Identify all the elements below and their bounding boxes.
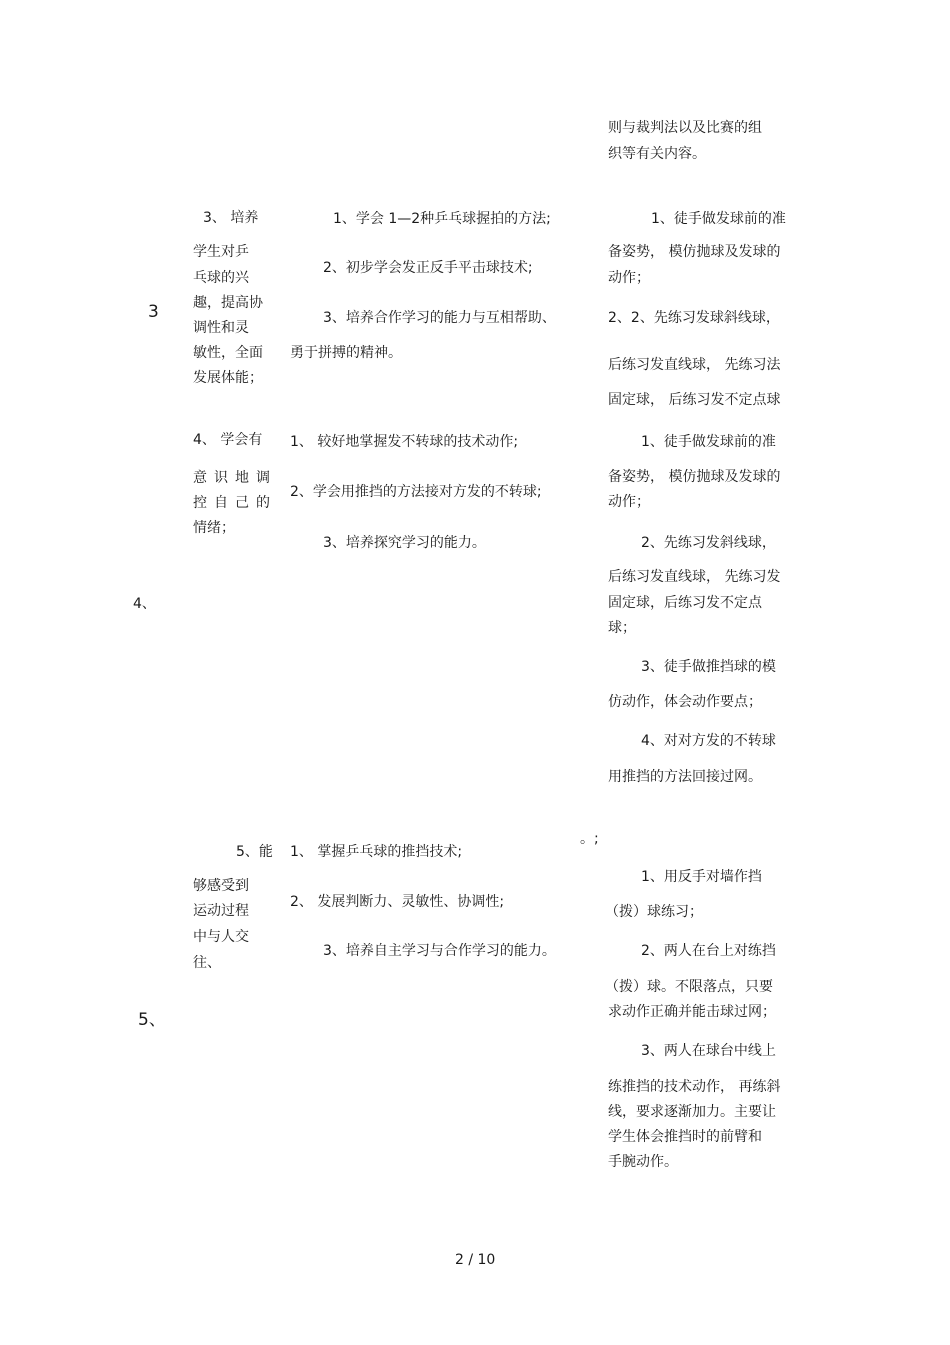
- row5-goal-line: 5、能: [236, 844, 273, 860]
- row4-activity: 固定球，后练习发不定点: [608, 595, 762, 611]
- row5-activity: 手腕动作。: [608, 1154, 678, 1170]
- row3-objective: 3、培养合作学习的能力与互相帮助、: [323, 310, 556, 326]
- row4-goal-line: 4、 学会有: [193, 432, 263, 448]
- row3-activity: 1、徒手做发球前的准: [651, 211, 786, 227]
- row5-activity: 练推挡的技术动作， 再练斜: [608, 1079, 781, 1095]
- row3-goal-line: 调性和灵: [193, 320, 249, 336]
- stray-punctuation: 。;: [580, 831, 599, 847]
- row3-goal-line: 趣，提高协: [193, 295, 263, 311]
- row4-activity: 3、徒手做推挡球的模: [641, 659, 776, 675]
- row3-goal-line: 3、 培养: [203, 210, 259, 226]
- row5-activity: 1、用反手对墙作挡: [641, 869, 762, 885]
- row3-activity: 2、2、先练习发球斜线球，: [608, 310, 780, 326]
- row4-activity: 4、对对方发的不转球: [641, 733, 776, 749]
- page-number: 2 / 10: [455, 1252, 496, 1268]
- row5-objective: 3、培养自主学习与合作学习的能力。: [323, 943, 556, 959]
- row5-activity: 线，要求逐渐加力。主要让: [608, 1104, 776, 1120]
- row4-activity: 用推挡的方法回接过网。: [608, 769, 762, 785]
- row3-goal-line: 乓球的兴: [193, 270, 249, 286]
- row4-objective: 2、学会用推挡的方法接对方发的不转球;: [290, 484, 542, 500]
- row4-goal-line: 控自己的: [193, 495, 270, 511]
- row3-activity: 后练习发直线球， 先练习法: [608, 357, 781, 373]
- row4-activity: 后练习发直线球， 先练习发: [608, 569, 781, 585]
- row5-activity: 求动作正确并能击球过网；: [608, 1004, 776, 1020]
- row4-objective: 3、培养探究学习的能力。: [323, 535, 486, 551]
- row3-objective: 勇于拼搏的精神。: [290, 345, 402, 361]
- row5-activity: （拨）球练习；: [605, 904, 703, 920]
- row-number-5: 5、: [138, 1010, 166, 1030]
- row4-activity: 球；: [608, 620, 636, 636]
- row3-activity: 动作；: [608, 270, 650, 286]
- row5-goal-line: 往、: [193, 955, 221, 971]
- row-number-4: 4、: [133, 596, 156, 612]
- row5-goal-line: 运动过程: [193, 903, 249, 919]
- row5-activity: （拨）球。不限落点，只要: [605, 979, 773, 995]
- row3-goal-line: 学生对乒: [193, 244, 249, 260]
- row3-objective: 2、初步学会发正反手平击球技术;: [323, 260, 533, 276]
- row3-objective: 1、学会 1—2种乒乓球握拍的方法;: [333, 211, 551, 227]
- row4-goal-line: 情绪；: [193, 520, 235, 536]
- activity-continuation-line-1: 则与裁判法以及比赛的组: [608, 120, 762, 136]
- row3-goal-line: 发展体能；: [193, 370, 263, 386]
- row5-objective: 2、 发展判断力、灵敏性、协调性;: [290, 894, 505, 910]
- activity-continuation-line-2: 织等有关内容。: [608, 146, 706, 162]
- row3-goal-line: 敏性，全面: [193, 345, 263, 361]
- row5-goal-line: 中与人交: [193, 929, 249, 945]
- row5-activity: 学生体会推挡时的前臂和: [608, 1129, 762, 1145]
- row3-activity: 备姿势， 模仿抛球及发球的: [608, 244, 781, 260]
- row-number-3: 3: [148, 302, 159, 322]
- row5-activity: 2、两人在台上对练挡: [641, 943, 776, 959]
- row4-activity: 2、先练习发斜线球，: [641, 535, 776, 551]
- row5-objective: 1、 掌握乒乓球的推挡技术;: [290, 844, 463, 860]
- row4-objective: 1、 较好地掌握发不转球的技术动作;: [290, 434, 519, 450]
- row4-activity: 备姿势， 模仿抛球及发球的: [608, 469, 781, 485]
- row4-activity: 仿动作，体会动作要点；: [608, 694, 762, 710]
- row5-goal-line: 够感受到: [193, 878, 249, 894]
- row3-activity: 固定球， 后练习发不定点球: [608, 392, 781, 408]
- row4-activity: 动作；: [608, 494, 650, 510]
- row5-activity: 3、两人在球台中线上: [641, 1043, 776, 1059]
- row4-activity: 1、徒手做发球前的准: [641, 434, 776, 450]
- row4-goal-line: 意识地调: [193, 470, 270, 486]
